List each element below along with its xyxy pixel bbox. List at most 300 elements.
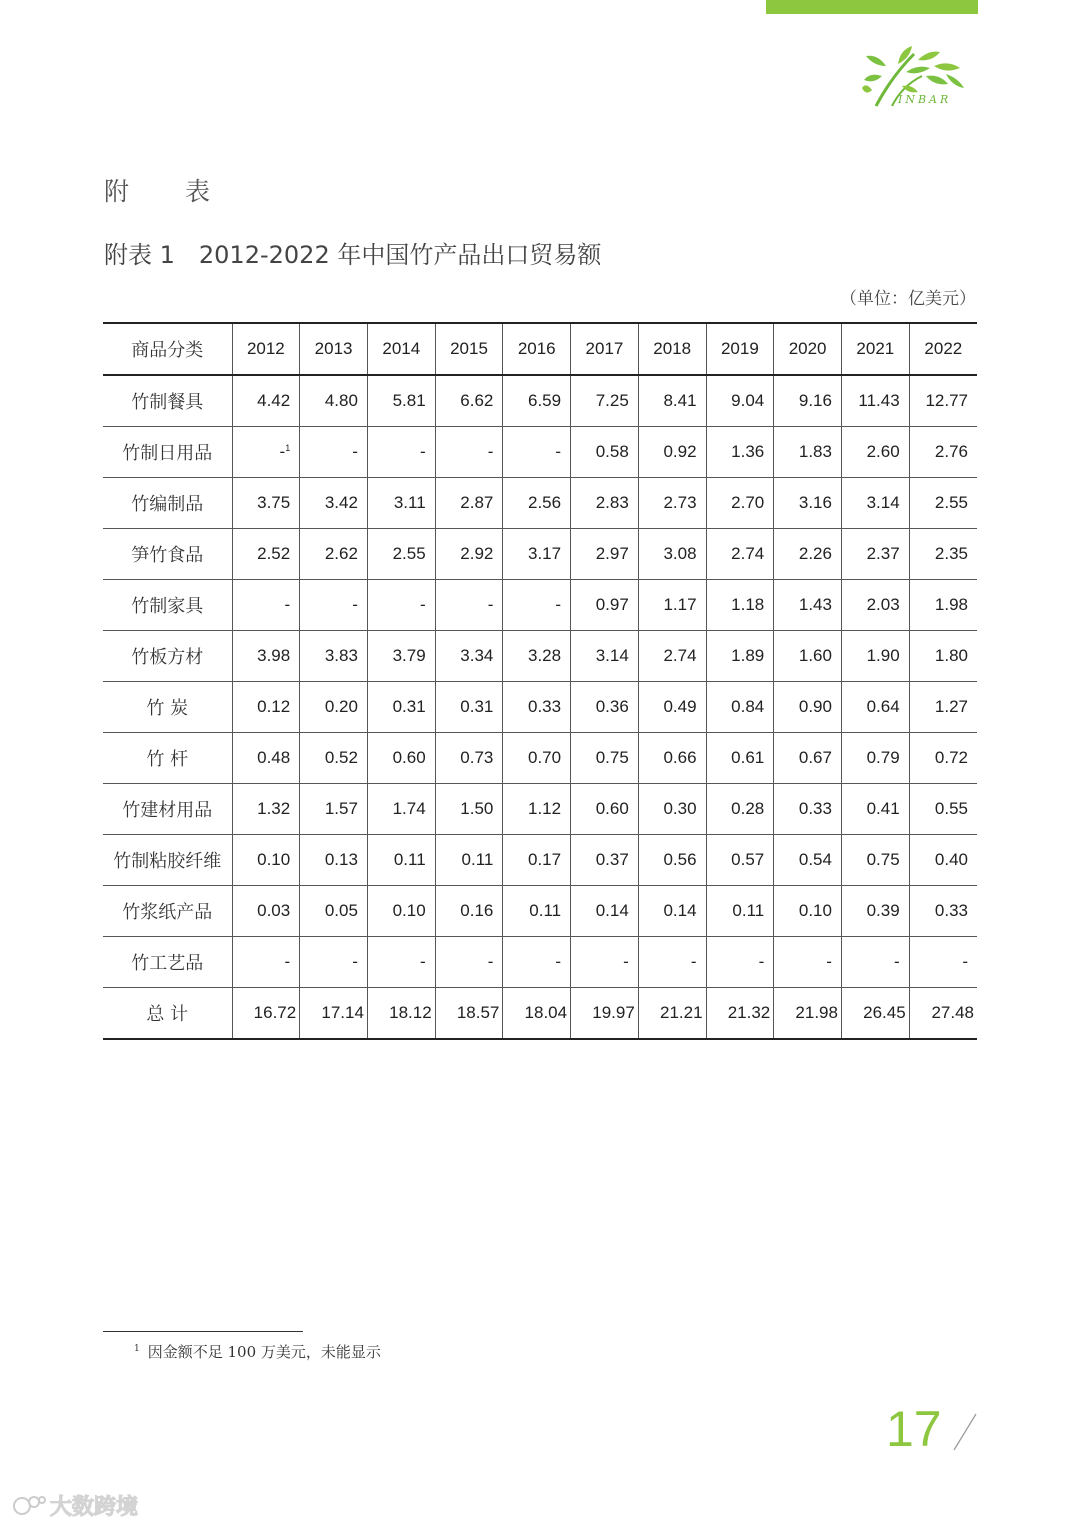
table-row — [103, 427, 977, 478]
table-cell — [706, 886, 774, 937]
table-cell — [571, 580, 639, 631]
cell-value: 0.70 — [528, 748, 562, 767]
footnote — [134, 1341, 381, 1362]
page-slash-icon — [950, 1412, 980, 1452]
cell-value: 0.49 — [663, 697, 697, 716]
cell-value: 0.13 — [324, 850, 358, 869]
cell-value: 0.30 — [663, 799, 697, 818]
table-cell — [232, 375, 300, 427]
cell-value: 0.16 — [460, 901, 494, 920]
cell-value: 0.36 — [595, 697, 629, 716]
table-cell — [232, 733, 300, 784]
cell-value: - — [962, 952, 968, 971]
cell-value: 1.18 — [731, 595, 765, 614]
table-total-row — [103, 988, 977, 1040]
cell-value: - — [555, 952, 562, 971]
table-cell — [503, 886, 571, 937]
table-cell — [638, 580, 706, 631]
cell-value: 0.75 — [595, 748, 629, 767]
cell-value: 0.90 — [798, 697, 832, 716]
table-cell — [435, 937, 503, 988]
cell-value: 0.57 — [731, 850, 765, 869]
table-cell — [909, 784, 977, 835]
cell-value: - — [487, 442, 494, 461]
table-cell — [232, 529, 300, 580]
cell-value: 3.75 — [257, 493, 291, 512]
table-cell — [774, 733, 842, 784]
cell-value: 0.31 — [392, 697, 426, 716]
cell-value: 0.03 — [257, 901, 291, 920]
watermark-logo-icon — [12, 1492, 48, 1520]
footnote-marker: 1 — [134, 1344, 140, 1354]
cell-value: 2.87 — [460, 493, 494, 512]
table-cell — [638, 988, 706, 1040]
cell-value: 3.98 — [257, 646, 291, 665]
cell-value: 12.77 — [925, 391, 968, 410]
cell-value: 0.10 — [257, 850, 291, 869]
cell-value: 2.55 — [934, 493, 968, 512]
table-cell — [503, 835, 571, 886]
row-category: 竹建材用品 — [103, 784, 232, 835]
cell-value: 2.74 — [731, 544, 765, 563]
table-cell — [909, 835, 977, 886]
cell-value: 3.28 — [528, 646, 562, 665]
header-year: 2014 — [367, 323, 435, 375]
cell-value: 0.11 — [461, 850, 494, 869]
cell-value: 3.16 — [798, 493, 832, 512]
cell-value: 2.26 — [798, 544, 832, 563]
cell-value: 0.12 — [257, 697, 291, 716]
row-category: 竹 杆 — [103, 733, 232, 784]
table-cell — [300, 835, 368, 886]
cell-value: 0.41 — [866, 799, 900, 818]
cell-value: 0.66 — [663, 748, 697, 767]
table-cell — [435, 375, 503, 427]
header-year: 2017 — [571, 323, 639, 375]
table-cell — [435, 886, 503, 937]
table-cell — [367, 478, 435, 529]
table-cell — [841, 375, 909, 427]
table-cell — [909, 478, 977, 529]
table-cell — [774, 886, 842, 937]
cell-value: 2.74 — [663, 646, 697, 665]
cell-value: - — [690, 952, 697, 971]
table-cell — [571, 937, 639, 988]
cell-value: 0.11 — [529, 901, 562, 920]
table-cell — [232, 580, 300, 631]
table-cell — [435, 784, 503, 835]
table-cell — [571, 784, 639, 835]
table-cell — [841, 682, 909, 733]
table-cell — [232, 427, 300, 478]
unit-label: （单位：亿美元） — [840, 289, 976, 309]
table-row — [103, 478, 977, 529]
table-cell — [435, 478, 503, 529]
table-cell — [841, 835, 909, 886]
header-year: 2016 — [503, 323, 571, 375]
table-cell — [909, 886, 977, 937]
table-cell — [300, 529, 368, 580]
cell-value: 21.98 — [795, 1003, 838, 1022]
header-year: 2012 — [232, 323, 300, 375]
cell-value: 0.14 — [663, 901, 697, 920]
table-header-row — [103, 323, 977, 375]
cell-value: 1.17 — [663, 595, 697, 614]
table-cell — [435, 835, 503, 886]
table-cell — [571, 988, 639, 1040]
table-cell — [706, 631, 774, 682]
table-cell — [774, 682, 842, 733]
table-cell — [841, 427, 909, 478]
table-cell — [300, 631, 368, 682]
table-row — [103, 733, 977, 784]
table-cell — [435, 427, 503, 478]
table-cell — [774, 478, 842, 529]
table-cell — [841, 886, 909, 937]
cell-value: 1.98 — [934, 595, 968, 614]
table-cell — [367, 937, 435, 988]
table-cell — [638, 937, 706, 988]
cell-value: 7.25 — [595, 391, 629, 410]
header-category: 商品分类 — [103, 323, 232, 375]
table-cell — [638, 886, 706, 937]
table-cell — [774, 427, 842, 478]
cell-value: 3.34 — [460, 646, 494, 665]
cell-value: 0.92 — [663, 442, 697, 461]
footnote-rule — [103, 1331, 303, 1332]
cell-value: - — [419, 595, 426, 614]
cell-value: 2.76 — [934, 442, 968, 461]
cell-value: - — [487, 952, 494, 971]
cell-value: 2.55 — [392, 544, 426, 563]
cell-value: 2.62 — [324, 544, 358, 563]
table-cell — [571, 375, 639, 427]
cell-value: 27.48 — [931, 1003, 974, 1022]
table-cell — [841, 478, 909, 529]
cell-value: 2.97 — [595, 544, 629, 563]
table-cell — [706, 835, 774, 886]
table-title: 附表 1 2012-2022 年中国竹产品出口贸易额 — [104, 241, 602, 269]
cell-value: 3.14 — [866, 493, 900, 512]
table-cell — [367, 529, 435, 580]
table-cell — [300, 580, 368, 631]
table-cell — [571, 835, 639, 886]
cell-value: 0.79 — [866, 748, 900, 767]
table-cell — [571, 427, 639, 478]
cell-value: - — [419, 442, 426, 461]
table-cell — [841, 529, 909, 580]
cell-value: 0.58 — [595, 442, 629, 461]
cell-value: 1.60 — [798, 646, 832, 665]
row-category: 竹制日用品 — [103, 427, 232, 478]
table-cell — [774, 784, 842, 835]
table-cell — [367, 682, 435, 733]
table-cell — [367, 580, 435, 631]
cell-value: 5.81 — [392, 391, 426, 410]
table-cell — [503, 937, 571, 988]
cell-value: - — [352, 442, 358, 461]
header-year: 2018 — [638, 323, 706, 375]
cell-value: 2.37 — [866, 544, 900, 563]
table-cell — [774, 580, 842, 631]
table-cell — [503, 375, 571, 427]
cell-value: 4.42 — [257, 391, 291, 410]
cell-value: 2.73 — [663, 493, 697, 512]
table-cell — [909, 937, 977, 988]
cell-value: 0.10 — [392, 901, 426, 920]
cell-footnote-marker: 1 — [285, 443, 291, 453]
row-category: 竹制家具 — [103, 580, 232, 631]
table-cell — [706, 937, 774, 988]
table-cell — [706, 478, 774, 529]
table-cell — [638, 784, 706, 835]
cell-value: 18.04 — [524, 1003, 568, 1022]
table-cell — [571, 529, 639, 580]
cell-value: 2.83 — [595, 493, 629, 512]
table-cell — [706, 529, 774, 580]
cell-value: 0.28 — [731, 799, 765, 818]
cell-value: 1.36 — [731, 442, 765, 461]
cell-value: 1.83 — [798, 442, 832, 461]
cell-value: 1.50 — [460, 799, 494, 818]
table-cell — [909, 631, 977, 682]
table-row — [103, 529, 977, 580]
table-row — [103, 580, 977, 631]
cell-value: 0.67 — [798, 748, 832, 767]
table-cell — [638, 835, 706, 886]
cell-value: 3.08 — [663, 544, 697, 563]
header-year: 2013 — [300, 323, 368, 375]
table-cell — [232, 835, 300, 886]
cell-value: 0.31 — [460, 697, 494, 716]
cell-value: - — [623, 952, 629, 971]
table-cell — [909, 733, 977, 784]
cell-value: 1.12 — [528, 799, 562, 818]
cell-value: 3.17 — [528, 544, 562, 563]
table-cell — [706, 580, 774, 631]
table-cell — [300, 478, 368, 529]
table-cell — [367, 886, 435, 937]
header-year: 2021 — [841, 323, 909, 375]
table-row — [103, 631, 977, 682]
table-cell — [300, 886, 368, 937]
table-cell — [706, 988, 774, 1040]
table-cell — [706, 682, 774, 733]
cell-value: 1.90 — [866, 646, 900, 665]
table-cell — [841, 937, 909, 988]
table-cell — [367, 733, 435, 784]
cell-value: 0.33 — [528, 697, 562, 716]
header-year: 2022 — [909, 323, 977, 375]
table-cell — [503, 478, 571, 529]
table-cell — [300, 682, 368, 733]
cell-value: - — [419, 952, 426, 971]
cell-value: 1.80 — [934, 646, 968, 665]
table-cell — [706, 375, 774, 427]
cell-value: - — [555, 595, 562, 614]
row-category: 竹制餐具 — [103, 375, 232, 427]
row-category: 竹浆纸产品 — [103, 886, 232, 937]
table-row — [103, 886, 977, 937]
cell-value: 0.56 — [663, 850, 697, 869]
table-cell — [638, 682, 706, 733]
row-category: 竹板方材 — [103, 631, 232, 682]
table-cell — [232, 478, 300, 529]
table-cell — [909, 427, 977, 478]
table-cell — [232, 988, 300, 1040]
table-row — [103, 835, 977, 886]
cell-value: 6.59 — [528, 391, 562, 410]
table-cell — [909, 988, 977, 1040]
cell-value: - — [284, 595, 291, 614]
cell-value: 1.27 — [934, 697, 968, 716]
row-category: 竹编制品 — [103, 478, 232, 529]
table-cell — [774, 631, 842, 682]
header-year: 2020 — [774, 323, 842, 375]
table-cell — [367, 375, 435, 427]
cell-value: 0.33 — [934, 901, 968, 920]
cell-value: - — [352, 595, 358, 614]
table-cell — [638, 375, 706, 427]
cell-value: 26.45 — [863, 1003, 906, 1022]
cell-value: - — [487, 595, 494, 614]
cell-value: 3.79 — [392, 646, 426, 665]
table-cell — [300, 733, 368, 784]
table-cell — [232, 886, 300, 937]
table-cell — [706, 427, 774, 478]
cell-value: 1.32 — [257, 799, 291, 818]
cell-value: 2.56 — [528, 493, 562, 512]
cell-value: 3.11 — [393, 493, 426, 512]
table-cell — [300, 784, 368, 835]
table-cell — [367, 784, 435, 835]
table-cell — [300, 937, 368, 988]
table-row — [103, 937, 977, 988]
cell-value: 2.52 — [257, 544, 291, 563]
cell-value: - — [758, 952, 765, 971]
table-cell — [435, 529, 503, 580]
table-cell — [909, 529, 977, 580]
row-category: 竹 炭 — [103, 682, 232, 733]
table-cell — [367, 427, 435, 478]
cell-value: 8.41 — [663, 391, 697, 410]
table-row — [103, 682, 977, 733]
cell-value: 19.97 — [592, 1003, 635, 1022]
cell-value: 2.92 — [460, 544, 494, 563]
table-cell — [232, 937, 300, 988]
table-cell — [638, 631, 706, 682]
cell-value: 0.20 — [324, 697, 358, 716]
cell-value: - — [894, 952, 900, 971]
cell-value: 0.97 — [595, 595, 629, 614]
cell-value: 0.52 — [324, 748, 358, 767]
cell-value: 0.17 — [528, 850, 562, 869]
table-cell — [909, 580, 977, 631]
cell-value: 11.43 — [858, 391, 900, 410]
table-cell — [435, 580, 503, 631]
table-row — [103, 375, 977, 427]
cell-value: 16.72 — [253, 1003, 297, 1022]
cell-value: 0.61 — [731, 748, 765, 767]
table-cell — [841, 988, 909, 1040]
cell-value: 0.75 — [866, 850, 900, 869]
table-cell — [503, 784, 571, 835]
cell-value: 18.12 — [389, 1003, 432, 1022]
cell-value: 0.84 — [731, 697, 765, 716]
cell-value: 1.43 — [798, 595, 832, 614]
table-cell — [774, 835, 842, 886]
row-category: 竹工艺品 — [103, 937, 232, 988]
table-row — [103, 784, 977, 835]
table-cell — [435, 631, 503, 682]
table-cell — [638, 427, 706, 478]
cell-value: 0.60 — [392, 748, 426, 767]
table-cell — [706, 784, 774, 835]
table-cell — [638, 478, 706, 529]
page-number: 17 — [886, 1401, 942, 1457]
table-cell — [571, 631, 639, 682]
cell-value: 17.14 — [321, 1003, 364, 1022]
cell-value: 0.64 — [866, 697, 900, 716]
cell-value: - — [352, 952, 358, 971]
cell-value: 0.14 — [595, 901, 629, 920]
cell-value: 0.37 — [595, 850, 629, 869]
table-cell — [841, 631, 909, 682]
table-cell — [909, 375, 977, 427]
table-cell — [841, 784, 909, 835]
table-cell — [503, 427, 571, 478]
table-cell — [909, 682, 977, 733]
cell-value: 0.48 — [257, 748, 291, 767]
cell-value: 0.73 — [460, 748, 494, 767]
table-cell — [232, 631, 300, 682]
cell-value: 0.60 — [595, 799, 629, 818]
table-cell — [503, 988, 571, 1040]
cell-value: 21.21 — [659, 1003, 703, 1022]
cell-value: 6.62 — [460, 391, 494, 410]
table-cell — [367, 988, 435, 1040]
table-cell — [300, 427, 368, 478]
table-cell — [571, 886, 639, 937]
cell-value: 4.80 — [324, 391, 358, 410]
header-year: 2019 — [706, 323, 774, 375]
cell-value: 21.32 — [727, 1003, 771, 1022]
watermark-text: 大数跨境 — [50, 1495, 139, 1520]
table-cell — [706, 733, 774, 784]
cell-value: 0.11 — [732, 901, 765, 920]
cell-value: 0.40 — [934, 850, 968, 869]
table-cell — [367, 835, 435, 886]
cell-value: 0.55 — [934, 799, 968, 818]
table-cell — [841, 733, 909, 784]
table-cell — [638, 733, 706, 784]
cell-value: 18.57 — [456, 1003, 500, 1022]
table-cell — [503, 580, 571, 631]
cell-value: 9.16 — [798, 391, 832, 410]
table-cell — [503, 529, 571, 580]
cell-value: 0.39 — [866, 901, 900, 920]
cell-value: 2.03 — [866, 595, 900, 614]
row-category: 笋竹食品 — [103, 529, 232, 580]
cell-value: - — [284, 952, 291, 971]
table-cell — [435, 682, 503, 733]
cell-value: 0.33 — [798, 799, 832, 818]
table-cell — [774, 375, 842, 427]
table-cell — [774, 988, 842, 1040]
header-year: 2015 — [435, 323, 503, 375]
row-category: 总 计 — [146, 1004, 189, 1025]
table-cell — [774, 529, 842, 580]
